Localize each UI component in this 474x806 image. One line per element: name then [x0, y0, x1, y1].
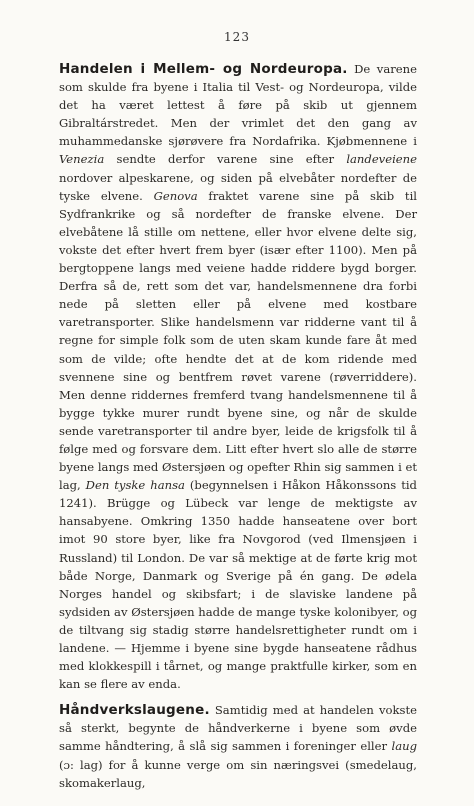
italic-term: Den tyske hansa [85, 478, 185, 493]
page-body [59, 60, 417, 800]
paragraph-text: De varene som skulde fra byene i Italia til Vest- og Nordeuropa, vilde det ha været lettest å føre på skib ut gjennem Gibraltárstredet. Men der vrimlet det den gang av muhammedanske sjørøvere fra Nordafrika. Kjøbmennene i [59, 62, 417, 149]
section-heading: Handelen i Mellem- og Nordeuropa. [59, 61, 348, 77]
page-number: 123 [224, 30, 250, 44]
italic-term: landeveiene [346, 152, 417, 167]
section-handverkslaugene [59, 701, 417, 791]
paragraph-text: (begynnelsen i Håkon Håkonssons tid 1241). Brügge og Lübeck var lenge de mektigste av hansabyene. Omkring 1350 hadde hanseatene over bort imot 90 store byer, like fra Novgorod (ved Ilmensjøen i Russland) til London. De var så mektige at de førte krig mot både Norge, Danmark og Sverige på én gang. De ødela Norges handel og skibsfart; i de slaviske landene på sydsiden av Østersjøen hadde de mange tyske kolonibyer, og de tiltvang sig stadig større handelsrettigheter rundt om i landene. — Hjemme i byene sine bygde hanseatene rådhus med klokkespill i tårnet, og mange praktfulle kirker, som en kan se flere av enda. [59, 478, 417, 692]
paragraph-text: (ɔ: lag) for å kunne verge om sin næringsvei (smedelaug, skomakerlaug, [59, 757, 417, 790]
paragraph-text: fraktet varene sine på skib til Sydfrankrike og så nordefter de franske elvene. Der elvebåtene lå stille om nettene, eller hvor elvene delte sig, vokste det efter hvert frem byer (især efter 1100). Men på bergtoppene langs med veiene hadde riddere bygd borger. Derfra så de, rett som det var, handelsmennene dra forbi nede på sletten eller på elvene med kostbare varetransporter. Slike handelsmenn var ridderne vant til å regne for simple folk som de uten skam kunde fare åt med som de vilde; ofte hendte det at de kom ridende med svennene sine og bentfrem røvet varene (røverriddere). Men denne riddernes fremferd tvang handelsmennene til å bygge tykke murer rundt byene sine, og når de skulde sende varetransporter til andre byer, leide de krigsfolk til å følge med og forsvare dem. Litt efter hvert slo alle de større byene langs med Østersjøen og opefter Rhin sig sammen i et lag, [59, 188, 417, 493]
section-heading: Håndverkslaugene. [59, 702, 210, 719]
paragraph-text: nordover alpeskarene, og siden på elvebåter nordefter de tyske elvene. [59, 170, 417, 203]
paragraph-text: Samtidig med at handelen vokste så sterkt, begynte de håndverkerne i byene som øvde samme håndtering, å slå sig sammen i foreninger eller [59, 703, 417, 754]
paragraph-text: sendte derfor varene sine efter [104, 152, 347, 167]
italic-term: laug [391, 739, 417, 754]
italic-term: Venezia [59, 152, 105, 167]
section-handelen [59, 60, 417, 693]
italic-term: Genova [153, 188, 198, 203]
